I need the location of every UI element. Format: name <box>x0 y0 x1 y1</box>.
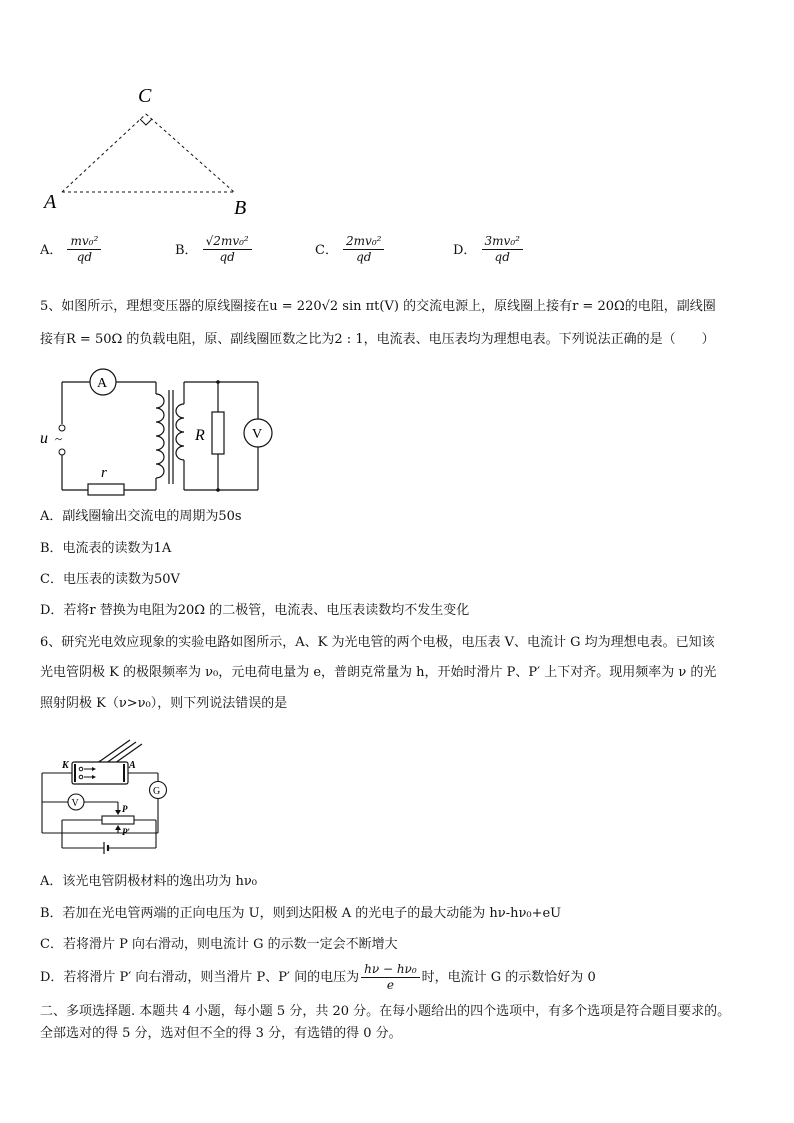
ac-symbol: ~ <box>55 431 63 446</box>
triangle-label-b: B <box>234 197 247 219</box>
q6-option-d-prefix: D．若将滑片 P′ 向右滑动，则当滑片 P、P′ 间的电压为 <box>40 969 360 985</box>
q6-option-d-fraction: $\frac{\text{hν − hν₀}}{e}$ <box>361 962 420 993</box>
q6-stem-line1: 6、研究光电效应现象的实验电路如图所示，A、K 为光电管的两个电极，电压表 V、电流计 G 均为理想电表。已知该 <box>40 635 715 650</box>
triangle-label-a: A <box>44 191 57 213</box>
section2-line1: 二、多项选择题. 本题共 4 小题，每小题 5 分，共 20 分。在每小题给出的四个选项中，有多个选项是符合题目要求的。 <box>40 1004 731 1019</box>
option-letter: C． <box>315 243 338 258</box>
label-p-prime: P′ <box>122 827 131 837</box>
ammeter-label: A <box>97 376 108 391</box>
rheostat <box>102 816 134 824</box>
option-letter: B． <box>175 243 198 258</box>
section2-line2: 全部选对的得 5 分，选对但不全的得 3 分，有选错的得 0 分。 <box>40 1026 402 1041</box>
resistor-R-label: R <box>195 427 205 444</box>
q5-option-d[interactable]: D．若将r 替换为电阻为20Ω 的二极管，电流表、电压表读数均不发生变化 <box>40 603 470 618</box>
light-ray <box>96 740 130 764</box>
triangle-figure <box>40 80 270 220</box>
source-label: u <box>40 430 48 447</box>
label-k: K <box>62 760 69 771</box>
galvanometer-label: G <box>153 786 161 797</box>
q6-option-c[interactable]: C．若将滑片 P 向右滑动，则电流计 G 的示数一定会不断增大 <box>40 937 398 952</box>
triangle-side-cb <box>146 114 234 192</box>
q6-option-a[interactable]: A．该光电管阴极材料的逸出功为 hν₀ <box>40 874 258 889</box>
q5-stem-line2: 接有R = 50Ω 的负载电阻，原、副线圈匝数之比为2 : 1，电流表、电压表均为理想电表。下列说法正确的是（ ） <box>40 332 715 347</box>
voltmeter-label: V <box>71 798 79 809</box>
q6-option-b[interactable]: B．若加在光电管两端的正向电压为 U，则到达阳极 A 的光电子的最大动能为 hν-hν₀+eU <box>40 906 562 921</box>
resistor-r-label: r <box>101 465 107 481</box>
q6-stem-line2: 光电管阴极 K 的极限频率为 ν₀，元电荷电量为 e，普朗克常量为 h，开始时滑片 P、P′ 上下对齐。现用频率为 ν 的光 <box>40 665 717 680</box>
q5-option-c[interactable]: C．电压表的读数为50V <box>40 572 180 587</box>
resistor-r <box>88 484 124 495</box>
q6-option-d[interactable] <box>40 962 596 993</box>
q4-option-d[interactable] <box>453 234 523 265</box>
triangle-label-c: C <box>138 85 152 107</box>
source-terminal-bottom <box>59 449 65 455</box>
transformer-circuit <box>36 366 286 501</box>
q6-stem-line3: 照射阴极 K（ν>ν₀），则下列说法错误的是 <box>40 696 288 711</box>
voltmeter-label: V <box>252 427 263 442</box>
option-fraction: $\frac{\text{mv₀²}}{qd}$ <box>67 234 101 265</box>
option-fraction: $\frac{\text{√2mv₀²}}{qd}$ <box>203 234 252 265</box>
photoelectric-circuit <box>36 732 186 857</box>
primary-coil <box>156 394 164 478</box>
q4-option-a[interactable] <box>40 234 101 265</box>
option-letter: A． <box>40 243 63 258</box>
label-p: P <box>122 804 128 814</box>
phototube <box>72 762 128 784</box>
q5-option-b[interactable]: B．电流表的读数为1A <box>40 541 172 556</box>
q4-option-c[interactable] <box>315 234 384 265</box>
option-letter: D． <box>453 243 477 258</box>
secondary-coil <box>176 404 184 460</box>
triangle-side-ac <box>62 114 146 192</box>
label-a: A <box>129 760 136 771</box>
q6-option-d-suffix: 时，电流计 G 的示数恰好为 0 <box>421 969 596 985</box>
q4-option-b[interactable] <box>175 234 252 265</box>
option-fraction: $\frac{\text{3mv₀²}}{qd}$ <box>482 234 523 265</box>
option-fraction: $\frac{\text{2mv₀²}}{qd}$ <box>343 234 384 265</box>
q5-stem-line1: 5、如图所示，理想变压器的原线圈接在u = 220√2 sin πt(V) 的交流电源上，原线圈上接有r = 20Ω的电阻，副线圈 <box>40 299 716 314</box>
right-angle-mark <box>140 119 152 125</box>
resistor-R <box>212 412 224 454</box>
q5-option-a[interactable]: A．副线圈输出交流电的周期为50s <box>40 509 242 524</box>
